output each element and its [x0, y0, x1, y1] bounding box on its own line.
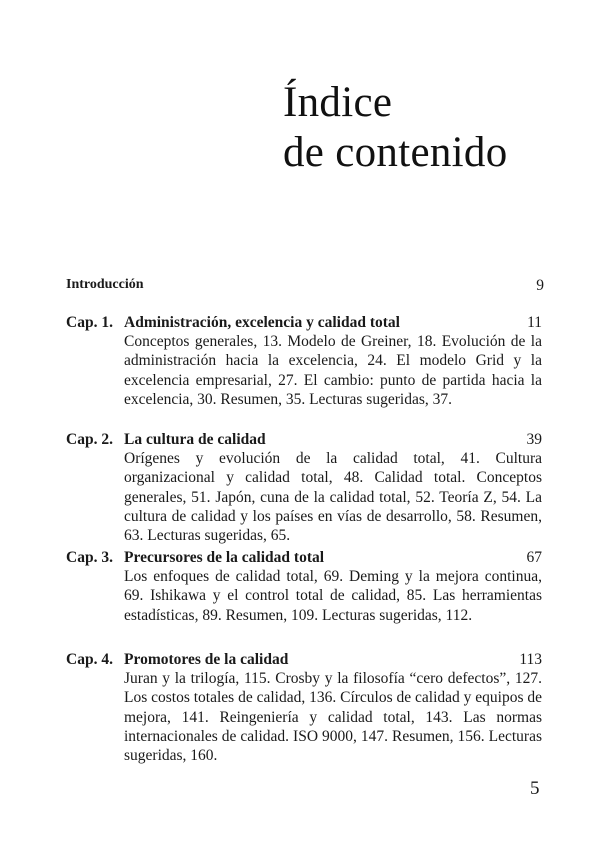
toc-entry-chapter-2	[66, 430, 542, 545]
introduction-label: Introducción	[66, 277, 144, 292]
chapter-page-number: 113	[519, 651, 542, 668]
title-line-1: Índice	[283, 79, 393, 126]
chapter-contents: Los enfoques de calidad total, 69. Deming y la mejora continua, 69. Ishikawa y el control total de calidad, 85. Las herramientas estadísticas, 89. Resumen, 109. Lecturas sugeridas, 112.	[124, 568, 542, 624]
toc-entry-introduction	[66, 277, 544, 293]
chapter-page-number: 39	[526, 431, 542, 448]
page-title	[283, 78, 508, 178]
chapter-title: Administración, excelencia y calidad total	[124, 314, 400, 331]
chapter-contents: Orígenes y evolución de la calidad total, 41. Cultura organizacional y calidad total, 48. Calidad total. Conceptos generales, 51. Japón, cuna de la calidad total, 52. Teoría Z, 54. La cultura de calidad y los países en vías de desarrollo, 58. Resumen, 63. Lecturas sugeridas, 65.	[124, 450, 542, 545]
chapter-title: Precursores de la calidad total	[124, 549, 325, 566]
chapter-number: Cap. 3.	[66, 549, 113, 566]
chapter-number: Cap. 4.	[66, 651, 113, 668]
chapter-contents: Juran y la trilogía, 115. Crosby y la filosofía “cero defectos”, 127. Los costos totales de calidad, 136. Círculos de calidad y equipos de mejora, 141. Reingeniería y calidad total, 143. Las normas internacionales de calidad. ISO 9000, 147. Resumen, 156. Lecturas sugeridas, 160.	[124, 670, 542, 765]
chapter-page-number: 67	[526, 549, 542, 566]
chapter-title: La cultura de calidad	[124, 431, 266, 448]
chapter-number: Cap. 2.	[66, 431, 113, 448]
toc-entry-chapter-3	[66, 548, 542, 625]
toc-entry-chapter-4	[66, 650, 542, 765]
chapter-title: Promotores de la calidad	[124, 651, 289, 668]
toc-entry-chapter-1	[66, 313, 542, 409]
title-line-2: de contenido	[283, 129, 508, 176]
introduction-page-number: 9	[536, 277, 544, 294]
chapter-page-number: 11	[527, 314, 542, 331]
chapter-contents: Conceptos generales, 13. Modelo de Greiner, 18. Evolución de la administración hacia la excelencia, 24. El modelo Grid y la excelencia empresarial, 27. El cambio: punto de partida hacia la excelencia, 30. Resumen, 35. Lecturas sugeridas, 37.	[124, 333, 542, 408]
chapter-number: Cap. 1.	[66, 314, 113, 331]
page-number-folio: 5	[530, 778, 540, 799]
